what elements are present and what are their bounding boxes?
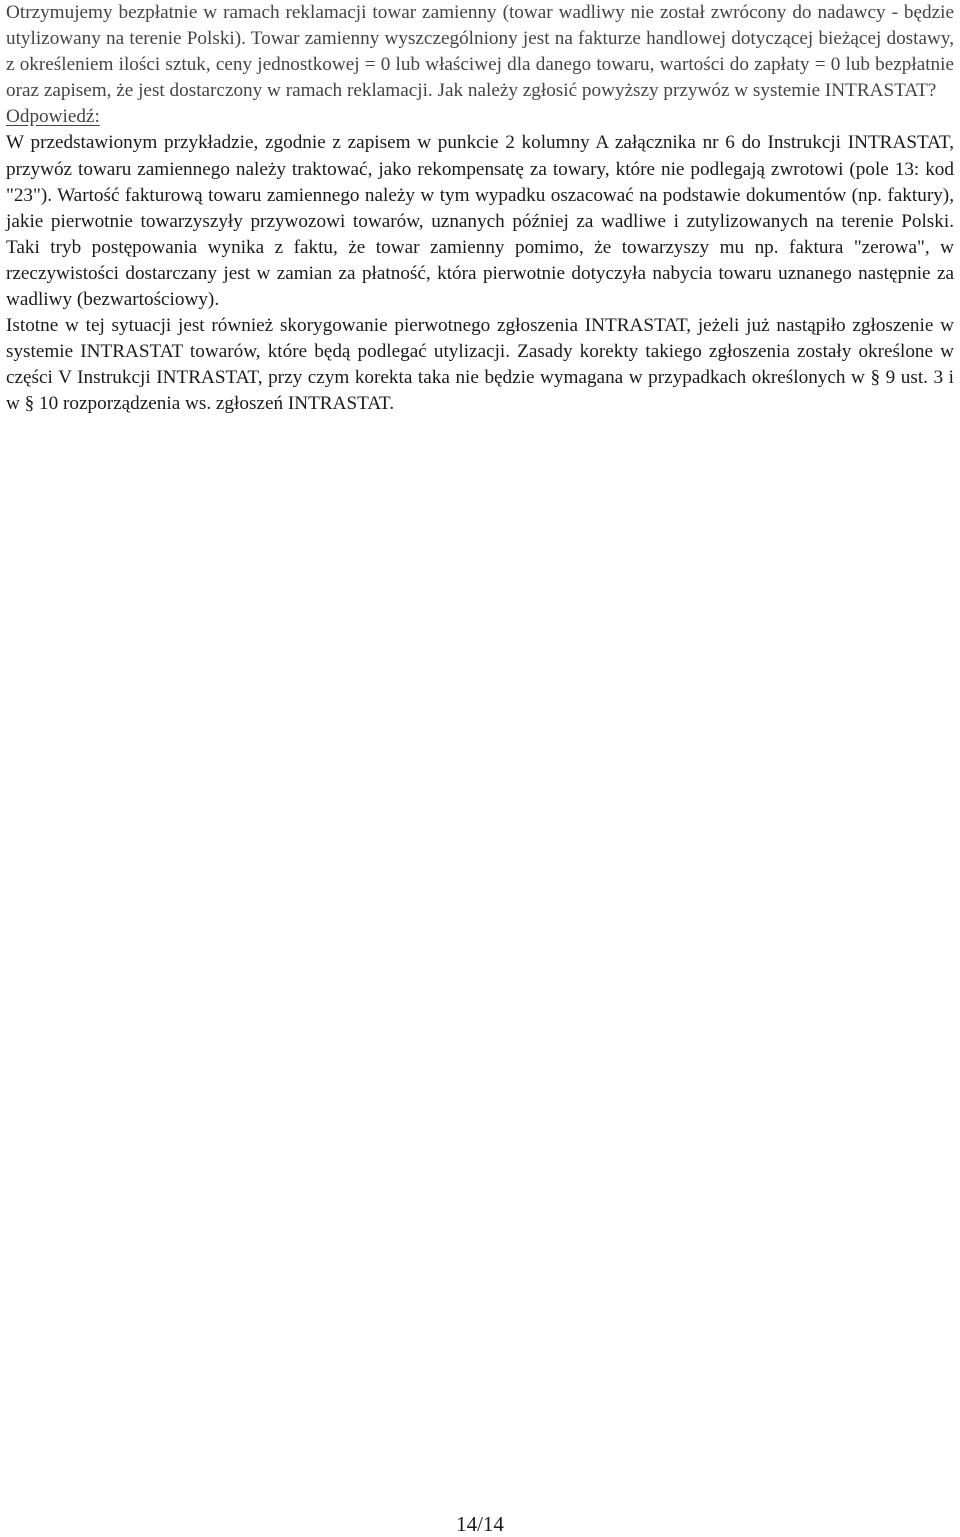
- answer-paragraph-2: Istotne w tej sytuacji jest również skorygowanie pierwotnego zgłoszenia INTRASTAT, jeżeli już nastąpiło zgłoszenie w systemie INTRASTAT towarów, które będą podlegać utylizacji. Zasady korekty takiego zgłoszenia zostały określone w części V Instrukcji INTRASTAT, przy czym korekta taka nie będzie wymagana w przypadkach określonych w § 9 ust. 3 i w § 10 rozporządzenia ws. zgłoszeń INTRASTAT.: [6, 315, 954, 415]
- answer-paragraph-1: W przedstawionym przykładzie, zgodnie z zapisem w punkcie 2 kolumny A załącznika nr 6 do Instrukcji INTRASTAT, przywóz towaru zamiennego należy traktować, jako rekompensatę za towary, które nie podlegają zwrotowi (pole 13: kod "23"). Wartość fakturową towaru zamiennego należy w tym wypadku oszacować na podstawie dokumentów (np. faktury), jakie pierwotnie towarzyszyły przywozowi towarów, uznanych później za wadliwe i zutylizowanych na terenie Polski. Taki tryb postępowania wynika z faktu, że towar zamienny pomimo, że towarzyszy mu np. faktura "zerowa", w rzeczywistości dostarczany jest w zamian za płatność, która pierwotnie dotyczyła nabycia towaru uznanego następnie za wadliwy (bezwartościowy).: [6, 132, 954, 311]
- document-page: [6, 0, 954, 418]
- page-number: 14/14: [456, 1512, 504, 1536]
- answer-label: Odpowiedź:: [6, 106, 100, 128]
- question-paragraph: Otrzymujemy bezpłatnie w ramach reklamacji towar zamienny (towar wadliwy nie został zwrócony do nadawcy - będzie utylizowany na terenie Polski). Towar zamienny wyszczególniony jest na fakturze handlowej dotyczącej bieżącej dostawy, z określeniem ilości sztuk, ceny jednostkowej = 0 lub właściwej dla danego towaru, wartości do zapłaty = 0 lub bezpłatnie oraz zapisem, że jest dostarczony w ramach reklamacji. Jak należy zgłosić powyższy przywóz w systemie INTRASTAT?: [6, 2, 954, 102]
